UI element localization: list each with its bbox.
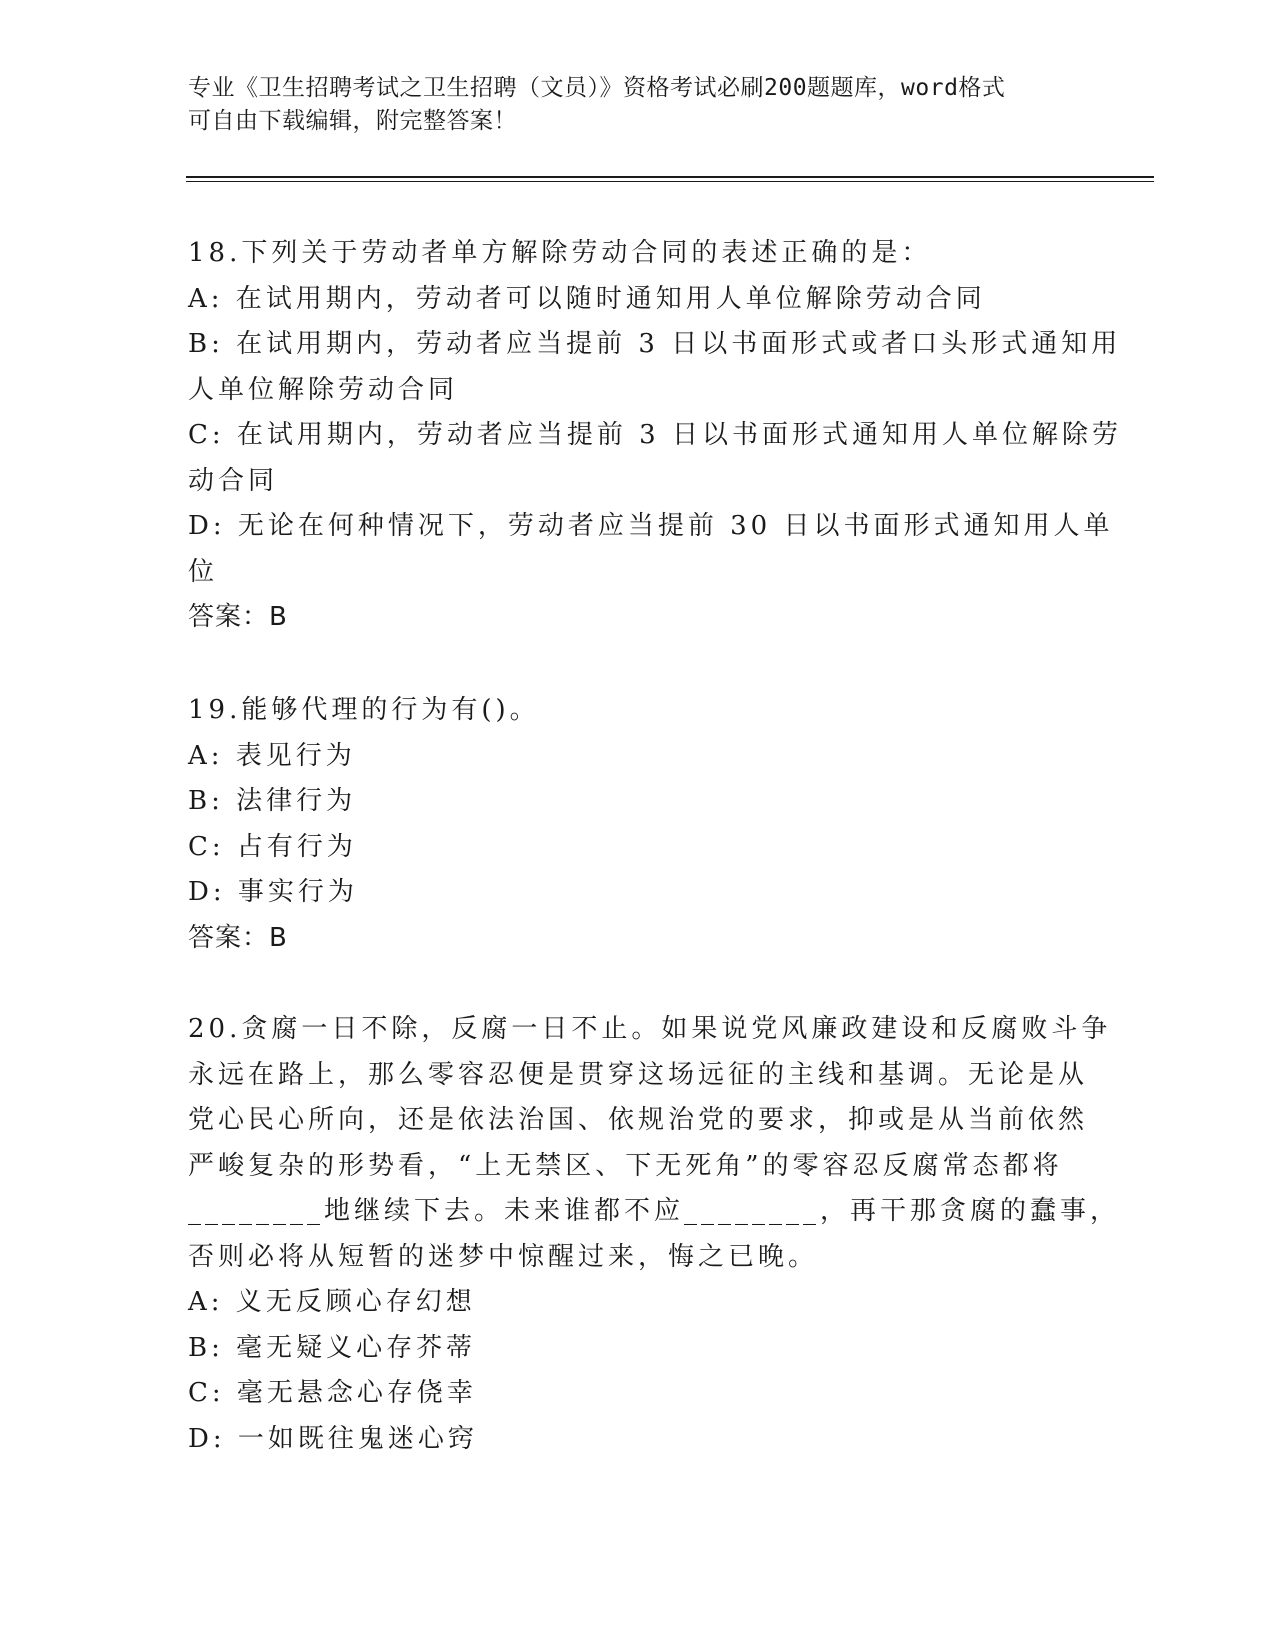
question-19-stem: 19.能够代理的行为有()。: [188, 695, 540, 725]
question-20-stem-line-4: 严峻复杂的形势看，“上无禁区、下无死角”的零容忍反腐常态都将: [188, 1150, 1063, 1181]
document-header: [188, 72, 1088, 138]
question-18: [188, 231, 1122, 641]
header-divider-bottom: [186, 181, 1154, 182]
question-20-stem-line-2: 永远在路上，那么零容忍便是贯穿这场远征的主线和基调。无论是从: [188, 1059, 1089, 1090]
question-18-option-d-cont: 位: [188, 556, 219, 587]
question-18-option-c: C: 在试用期内，劳动者应当提前 3 日以书面形式通知用人单位解除劳: [188, 420, 1122, 450]
question-18-option-a: A: 在试用期内，劳动者可以随时通知用人单位解除劳动合同: [188, 283, 986, 314]
header-divider-top: [186, 176, 1154, 178]
question-20-option-a: A: 义无反顾心存幻想: [188, 1287, 476, 1317]
question-19: [188, 688, 1088, 961]
question-20: [188, 1007, 1121, 1462]
question-19-option-a: A: 表见行为: [188, 740, 356, 771]
question-19-option-c: C: 占有行为: [188, 831, 357, 862]
question-20-stem-line-6: 否则必将从短暂的迷梦中惊醒过来，悔之已晚。: [188, 1241, 819, 1272]
question-20-option-c: C: 毫无悬念心存侥幸: [188, 1378, 477, 1408]
question-18-option-d: D: 无论在何种情况下，劳动者应当提前 30 日以书面形式通知用人单: [188, 511, 1114, 541]
question-18-answer: 答案：B: [188, 602, 288, 632]
question-18-stem: 18.下列关于劳动者单方解除劳动合同的表述正确的是：: [188, 238, 932, 268]
question-20-stem-line-1: 20.贪腐一日不除，反腐一日不止。如果说党风廉政建设和反腐败斗争: [188, 1014, 1112, 1044]
question-20-stem-line-3: 党心民心所向，还是依法治国、依规治党的要求，抑或是从当前依然: [188, 1105, 1089, 1135]
question-19-answer: 答案：B: [188, 922, 288, 953]
question-19-option-b: B: 法律行为: [188, 786, 357, 816]
question-18-option-c-cont: 动合同: [188, 465, 279, 496]
question-18-option-b: B: 在试用期内，劳动者应当提前 3 日以书面形式或者口头形式通知用: [188, 329, 1122, 359]
header-line-2: 可自由下载编辑，附完整答案！: [188, 108, 517, 134]
question-20-stem-line-5: ________地继续下去。未来谁都不应________，再干那贪腐的蠢事，: [188, 1196, 1121, 1226]
question-19-option-d: D: 事实行为: [188, 877, 358, 907]
header-line-1: 专业《卫生招聘考试之卫生招聘（文员）》资格考试必刷200题题库，word格式: [188, 75, 1006, 101]
question-18-option-b-cont: 人单位解除劳动合同: [188, 374, 459, 405]
question-20-option-d: D: 一如既往鬼迷心窍: [188, 1423, 478, 1454]
question-20-option-b: B: 毫无疑义心存芥蒂: [188, 1332, 477, 1363]
